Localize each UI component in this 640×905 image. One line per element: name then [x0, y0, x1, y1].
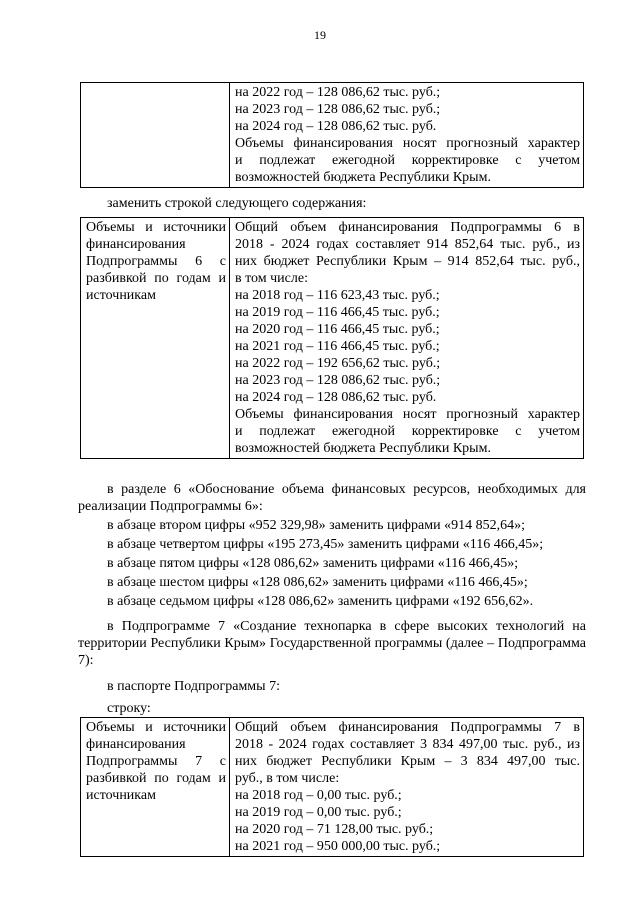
intro-line: в том числе: — [235, 271, 308, 286]
label-line: финансирования — [86, 737, 186, 752]
section6-intro: в разделе 6 «Обоснование объема финансовых ресурсов, необходимых для реализации Подпрограммы 6»: — [78, 482, 586, 514]
replace-instruction: заменить строкой следующего содержания: — [107, 196, 367, 211]
year-line-2021: на 2021 год – 116 466,45 тыс. руб.; — [235, 339, 440, 354]
table-label-cell-empty — [81, 83, 230, 188]
section6-item: в абзаце седьмом цифры «128 086,62» заменить цифрами «192 656,62». — [107, 594, 534, 609]
label-line: разбивкой по годам и — [86, 271, 226, 286]
intro-line: Общий объем финансирования Подпрограммы 6 в — [235, 220, 580, 235]
intro-line: 2018 - 2024 годах составляет 914 852,64 тыс. руб., из — [235, 237, 580, 252]
page-number: 19 — [314, 28, 326, 42]
section6-item: в абзаце втором цифры «952 329,98» заменить цифрами «914 852,64»; — [107, 518, 525, 533]
label-line: Объемы и источники — [86, 720, 226, 735]
year-line-2018: на 2018 год – 116 623,43 тыс. руб.; — [235, 288, 440, 303]
financing-table-continuation — [80, 82, 584, 188]
label-line: источникам — [86, 288, 156, 303]
year-line-2018: на 2018 год – 0,00 тыс. руб.; — [235, 788, 402, 803]
year-line-2020: на 2020 год – 71 128,00 тыс. руб.; — [235, 822, 434, 837]
subprogram7-intro: в Подпрограмме 7 «Создание технопарка в сфере высоких технологий на территории Республики Крым» Государственной программы (далее – Подпрограмма 7): — [78, 619, 586, 668]
intro-line: них бюджет Республики Крым – 914 852,64 тыс. руб., — [235, 254, 580, 269]
note-line: Объемы финансирования носят прогнозный характер — [235, 407, 580, 422]
label-line: Подпрограммы 6 с — [86, 254, 226, 269]
financing-table-subprogram-7 — [80, 717, 584, 857]
year-line-2019: на 2019 год – 0,00 тыс. руб.; — [235, 805, 402, 820]
note-line: возможностей бюджета Республики Крым. — [235, 170, 491, 185]
section6-item: в абзаце шестом цифры «128 086,62» заменить цифрами «116 466,45»; — [107, 575, 528, 590]
table-value-cell — [230, 718, 584, 857]
label-line: источникам — [86, 788, 156, 803]
table-row — [81, 83, 584, 188]
note-line: и подлежат ежегодной корректировке с учетом — [235, 424, 580, 439]
label-line: финансирования — [86, 237, 186, 252]
year-line-2023: на 2023 год – 128 086,62 тыс. руб.; — [235, 373, 441, 388]
year-line-2024: на 2024 год – 128 086,62 тыс. руб. — [235, 119, 437, 134]
intro-line: Общий объем финансирования Подпрограммы 7 в — [235, 720, 580, 735]
intro-line: 2018 - 2024 годах составляет 3 834 497,00 тыс. руб., из — [235, 737, 580, 752]
label-line: Объемы и источники — [86, 220, 226, 235]
label-line: разбивкой по годам и — [86, 771, 226, 786]
year-line-2022: на 2022 год – 128 086,62 тыс. руб.; — [235, 85, 441, 100]
passport7-instruction: в паспорте Подпрограммы 7: — [107, 679, 280, 694]
table-value-cell — [230, 83, 584, 188]
note-line: возможностей бюджета Республики Крым. — [235, 441, 491, 456]
label-line: Подпрограммы 7 с — [86, 754, 226, 769]
financing-table-subprogram-6 — [80, 217, 584, 459]
row-label: строку: — [107, 701, 151, 716]
table-row — [81, 218, 584, 459]
intro-line: руб., в том числе: — [235, 771, 340, 786]
year-line-2019: на 2019 год – 116 466,45 тыс. руб.; — [235, 305, 440, 320]
table-row — [81, 718, 584, 857]
section6-item: в абзаце четвертом цифры «195 273,45» заменить цифрами «116 466,45»; — [107, 537, 544, 552]
year-line-2020: на 2020 год – 116 466,45 тыс. руб.; — [235, 322, 440, 337]
table-label-cell — [81, 218, 230, 459]
section6-item: в абзаце пятом цифры «128 086,62» заменить цифрами «116 466,45»; — [107, 556, 519, 571]
note-line: Объемы финансирования носят прогнозный характер — [235, 136, 580, 151]
year-line-2024: на 2024 год – 128 086,62 тыс. руб. — [235, 390, 437, 405]
table-value-cell — [230, 218, 584, 459]
year-line-2021: на 2021 год – 950 000,00 тыс. руб.; — [235, 839, 441, 854]
intro-line: них бюджет Республики Крым – 3 834 497,00 тыс. — [235, 754, 580, 769]
note-line: и подлежат ежегодной корректировке с учетом — [235, 153, 580, 168]
year-line-2023: на 2023 год – 128 086,62 тыс. руб.; — [235, 102, 441, 117]
table-label-cell — [81, 718, 230, 857]
year-line-2022: на 2022 год – 192 656,62 тыс. руб.; — [235, 356, 441, 371]
